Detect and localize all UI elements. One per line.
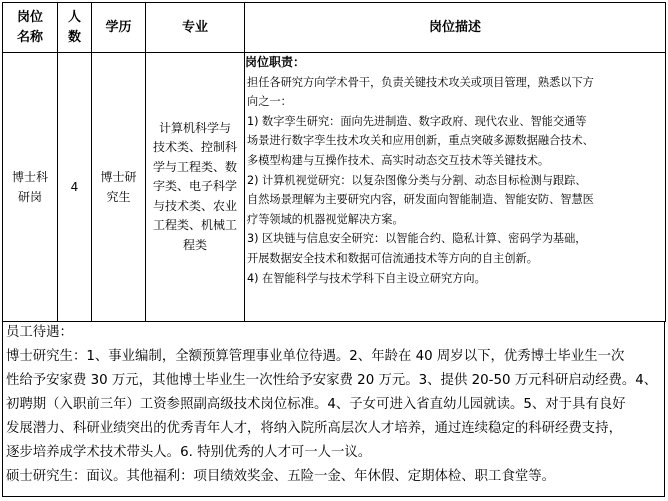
cell-position-name — [3, 53, 58, 322]
duty-line: 担任各研究方向学术骨干，负责关键技术攻关或项目管理，熟悉以下方 — [247, 75, 594, 89]
cell-description — [245, 53, 666, 322]
position-line1: 博士科 — [11, 170, 48, 184]
education-line1: 博士研 — [100, 170, 137, 184]
duty-line: 3) 区块链与信息安全研究：以智能合约、隐私计算、密码学为基础， — [247, 232, 587, 246]
benefits-line: 硕士研究生：面议。其他福利：项目绩效奖金、五险一金、年休假、定期体检、职工食堂等。 — [6, 469, 556, 484]
table-header-row — [3, 3, 666, 53]
major-line: 计算机科学与 — [158, 120, 231, 135]
duty-title: 岗位职责： — [245, 55, 306, 69]
benefits-line: 博士研究生：1、事业编制，全额预算管理事业单位待遇。2、年龄在 40 周岁以下，优秀博士毕业生一次 — [6, 349, 625, 364]
header-education: 学历 — [92, 3, 146, 53]
duty-line: 2) 计算机视觉研究：以复杂图像分类与分割、动态目标检测与跟踪、 — [247, 173, 587, 187]
major-line: 技术类、控制科 — [152, 140, 237, 155]
duty-line: 疗等领域的机器视觉解决方案。 — [247, 212, 404, 226]
benefits-line: 逐步培养成学术技术带头人。6. 特别优秀的人才可一人一议。 — [6, 445, 372, 460]
duty-line: 多模型构建与互操作技术、高实时动态交互技术等关键技术。 — [247, 153, 550, 167]
header-major: 专业 — [146, 3, 245, 53]
duty-line: 4) 在智能科学与技术学科下自主设立研究方向。 — [247, 271, 486, 285]
major-line: 程类 — [182, 237, 207, 252]
header-position-line1: 岗位 — [16, 9, 43, 25]
benefits-line: 发展潜力、科研业绩突出的优秀青年人才，将纳入院所高层次人才培养，通过连续稳定的科研经费支持， — [6, 421, 622, 436]
major-line: 字类、电子科学 — [152, 179, 237, 194]
cell-major — [146, 53, 245, 322]
header-count-line2: 数 — [67, 29, 81, 45]
benefits-heading: 员工待遇： — [6, 325, 73, 340]
duty-line: 自然场景理解为主要研究内容，研发面向智能制造、智能安防、智慧医 — [247, 193, 594, 207]
header-count-line1: 人 — [67, 9, 81, 25]
header-position-name — [3, 3, 58, 53]
header-description: 岗位描述 — [245, 3, 666, 53]
major-line: 学与工程类、数 — [152, 159, 237, 174]
education-line2: 究生 — [106, 190, 131, 204]
duty-line: 开展数据安全技术和数据可信流通技术等方向的自主创新。 — [247, 251, 538, 265]
position-line2: 研岗 — [17, 190, 42, 204]
table-row — [3, 53, 666, 322]
position-table — [2, 2, 666, 322]
header-count — [58, 3, 92, 53]
benefits-section — [2, 321, 665, 497]
duty-line: 场景进行数字孪生技术攻关和应用创新，重点突破多源数据融合技术、 — [247, 134, 594, 148]
cell-count: 4 — [58, 53, 92, 322]
major-line: 与技术类、农业 — [152, 198, 237, 213]
duty-line: 向之一： — [247, 95, 292, 109]
duty-line: 1) 数字孪生研究：面向先进制造、数字政府、现代农业、智能交通等 — [247, 114, 587, 128]
benefits-line: 初聘期（入职前三年）工资参照副高级技术岗位标准。4、子女可进入省直幼儿园就读。5、对于具有良好 — [6, 397, 626, 412]
benefits-line: 性给予安家费 30 万元，其他博士毕业生一次性给予安家费 20 万元。3、提供 20-50 万元科研启动经费。4、 — [6, 373, 658, 388]
major-line: 工程类、机械工 — [152, 218, 237, 233]
header-position-line2: 名称 — [16, 29, 43, 45]
cell-education — [92, 53, 146, 322]
